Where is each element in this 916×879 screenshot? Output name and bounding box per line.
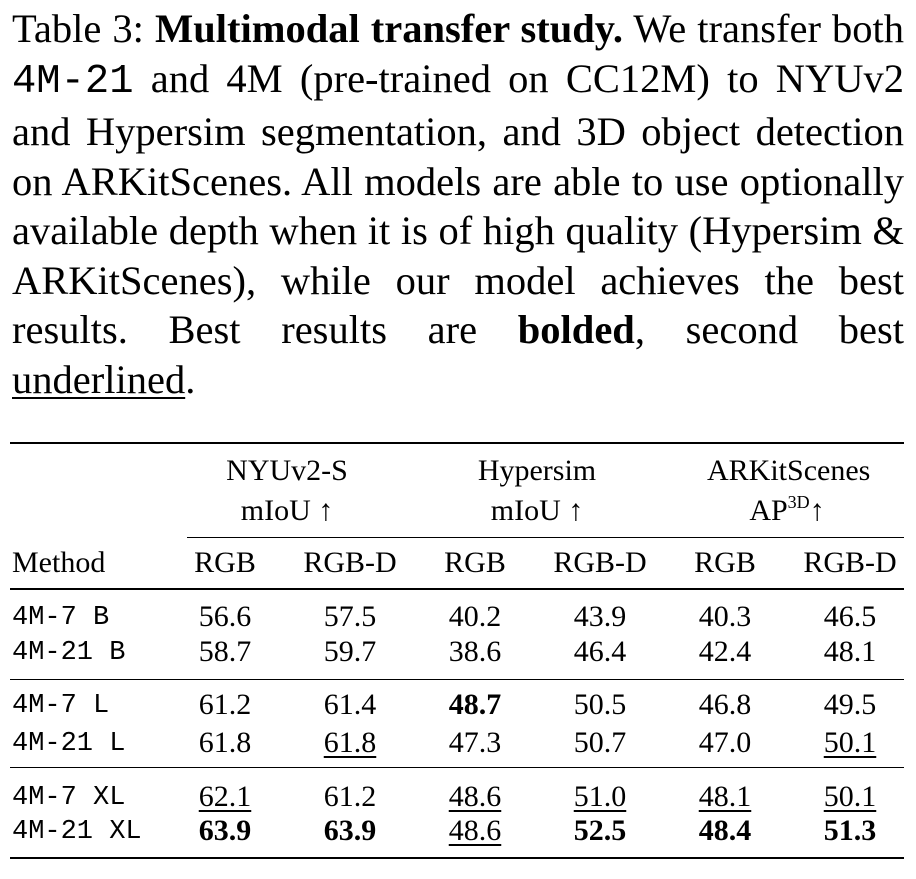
caption-text-3: , second best — [634, 307, 905, 352]
row-method: 4M-21 L — [12, 729, 126, 759]
table-cell: 48.7 — [448, 688, 502, 721]
metric-base: AP — [749, 494, 788, 527]
group-header-name: NYUv2-S — [226, 454, 348, 487]
table-cell: 46.5 — [823, 600, 877, 633]
table-cell: 62.1 — [198, 780, 252, 813]
table-cell: 50.7 — [573, 726, 627, 759]
caption-label: Table 3: — [12, 6, 144, 51]
table-cell: 48.6 — [448, 780, 502, 813]
top-rule — [10, 442, 904, 444]
table-cell: 40.3 — [698, 600, 752, 633]
caption-title: Multimodal transfer study. — [154, 6, 623, 51]
table-cell: 61.2 — [198, 688, 252, 721]
table-cell: 61.2 — [323, 780, 377, 813]
bottom-rule — [10, 857, 904, 859]
table-cell: 46.4 — [573, 635, 627, 668]
group-header-metric: mIoU ↑ — [240, 494, 334, 527]
row-method: 4M-21 XL — [12, 817, 142, 847]
table-cell: 43.9 — [573, 600, 627, 633]
column-header: RGB — [444, 546, 506, 579]
table-cell: 58.7 — [198, 635, 252, 668]
group-header-name: ARKitScenes — [707, 454, 871, 487]
table-cell: 52.5 — [573, 814, 627, 847]
table-cell: 51.3 — [823, 814, 877, 847]
header-rule — [10, 588, 904, 590]
row-method: 4M-7 B — [12, 603, 110, 633]
caption-text-2: and 4M (pre-trained on CC12M) to NYUv2 and Hypersim segmentation, and 3D object detection on ARKitScenes. All models are able to use optionally available depth when it is of high quality (Hypersim & ARKitScenes), while our model achieves the best results. Best results are — [12, 55, 905, 352]
table-cell: 61.4 — [323, 688, 377, 721]
table-cell: 42.4 — [698, 635, 752, 668]
group-rule — [187, 537, 904, 538]
metric-arrow: ↑ — [809, 494, 825, 527]
caption-text-4: . — [185, 356, 196, 402]
table-cell: 47.0 — [698, 726, 752, 759]
column-header: RGB-D — [303, 546, 397, 579]
table-cell: 61.8 — [198, 726, 252, 759]
table-cell: 48.6 — [448, 814, 502, 847]
block-rule-1 — [10, 679, 904, 680]
column-header: RGB-D — [553, 546, 647, 579]
table-cell: 38.6 — [448, 635, 502, 668]
metric-superscript: 3D — [787, 492, 810, 512]
group-header-metric: mIoU ↑ — [490, 494, 584, 527]
table-cell: 50.5 — [573, 688, 627, 721]
row-method: 4M-21 B — [12, 638, 126, 668]
caption-bold-word: bolded — [517, 307, 635, 352]
caption-model-name: 4M-21 — [12, 58, 134, 105]
table-cell: 51.0 — [573, 780, 627, 813]
table-cell: 61.8 — [323, 726, 377, 759]
row-method: 4M-7 XL — [12, 783, 126, 813]
caption-text-1: We transfer both — [633, 6, 904, 51]
column-header: RGB — [694, 546, 756, 579]
caption-underline-word: underlined — [12, 356, 186, 402]
table-cell: 48.4 — [698, 814, 752, 847]
table-cell: 50.1 — [823, 780, 877, 813]
row-method: 4M-7 L — [12, 691, 110, 721]
table-cell: 48.1 — [698, 780, 752, 813]
table-cell: 63.9 — [198, 814, 252, 847]
table-cell: 40.2 — [448, 600, 502, 633]
table-cell: 56.6 — [198, 600, 252, 633]
table-cell: 57.5 — [323, 600, 377, 633]
table-cell: 50.1 — [823, 726, 877, 759]
table-cell: 47.3 — [448, 726, 502, 759]
table-cell: 46.8 — [698, 688, 752, 721]
table-cell: 48.1 — [823, 635, 877, 668]
block-rule-2 — [10, 767, 904, 768]
method-header: Method — [12, 546, 106, 579]
table-cell: 59.7 — [323, 635, 377, 668]
table-cell: 63.9 — [323, 814, 377, 847]
table-caption — [12, 4, 904, 404]
group-header-name: Hypersim — [477, 454, 597, 487]
table-cell: 49.5 — [823, 688, 877, 721]
column-header: RGB — [194, 546, 256, 579]
column-header: RGB-D — [803, 546, 897, 579]
group-header-metric — [707, 494, 867, 528]
